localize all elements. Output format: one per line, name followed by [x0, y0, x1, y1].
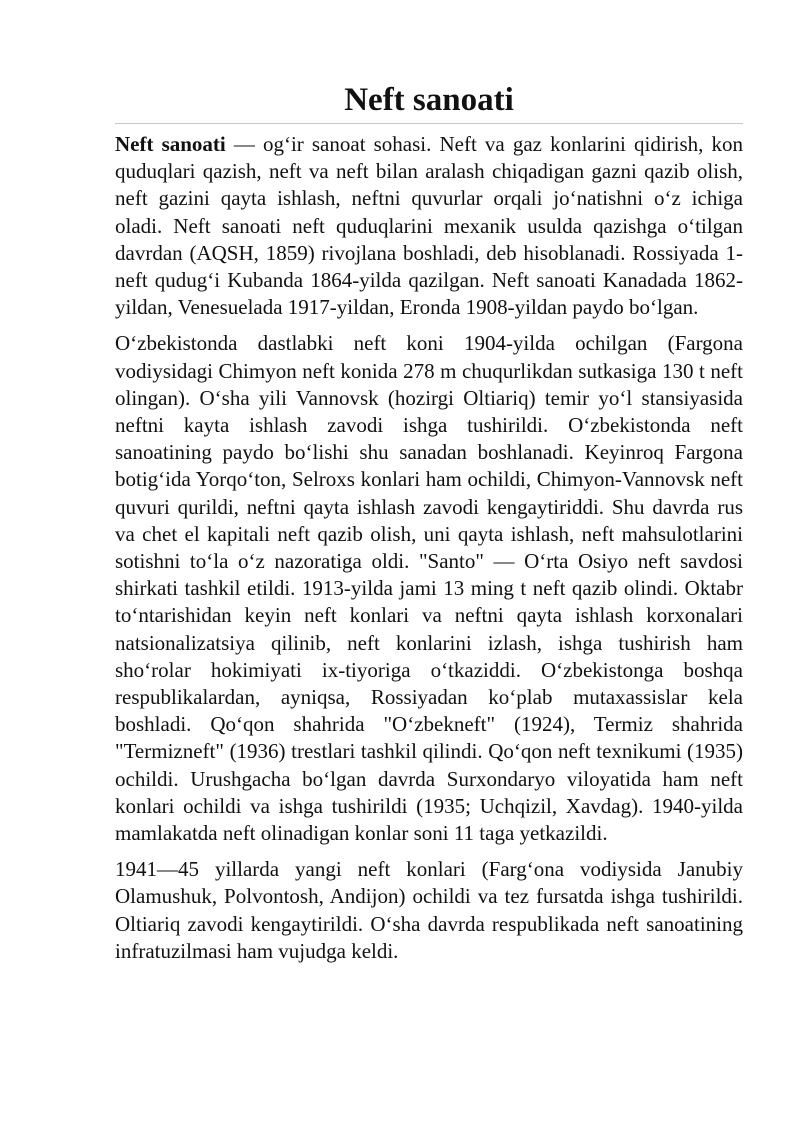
paragraph-intro — [115, 131, 743, 321]
article — [115, 80, 743, 965]
term-bold: Neft sanoati — [115, 132, 226, 156]
paragraph-uzbekistan-history: O‘zbekistonda dastlabki neft koni 1904-yilda ochilgan (Fargona vodiysidagi Chimyon neft konida 278 m chuqurlikdan sutkasiga 130 t neft olingan). O‘sha yili Vannovsk (hozirgi Oltiariq) temir yo‘l stansiyasida neftni kayta ishlash zavodi ishga tushirildi. O‘zbekistonda neft sanoatining paydo bo‘lishi shu sanadan boshlanadi. Keyinroq Fargona botig‘ida Yorqo‘ton, Selroxs konlari ham ochildi, Chimyon-Vannovsk neft quvuri qurildi, neftni qayta ishlash zavodi kengaytiriddi. Shu davrda rus va chet el kapitali neft qazib olish, uni qayta ishlash, neft mahsulotlarini sotishni to‘la o‘z nazoratiga oldi. "Santo" — O‘rta Osiyo neft savdosi shirkati tashkil etildi. 1913-yilda jami 13 ming t neft qazib olindi. Oktabr to‘ntarishidan keyin neft konlari va neftni qayta ishlash korxonalari natsionalizatsiya qilinib, neft konlarini izlash, ishga tushirish ham sho‘rolar hokimiyati ix-tiyoriga o‘tkaziddi. O‘zbekistonga boshqa respublikalardan, ayniqsa, Rossiyadan ko‘plab mutaxassislar kela boshladi. Qo‘qon shahrida "O‘zbekneft" (1924), Termiz shahrida "Termizneft" (1936) trestlari tashkil qilindi. Qo‘qon neft texnikumi (1935) ochildi. Urushgacha bo‘lgan davrda Surxondaryo viloyatida ham neft konlari ochildi va ishga tushirildi (1935; Uchqizil, Xavdag). 1940-yilda mamlakatda neft olinadigan konlar soni 11 taga yetkazildi. — [115, 331, 743, 846]
page-title: Neft sanoati — [115, 80, 743, 124]
paragraph-wartime: 1941—45 yillarda yangi neft konlari (Farg‘ona vodiysida Janubiy Olamushuk, Polvontosh, Andijon) ochildi va tez fursatda ishga tushirildi. Oltiariq zavodi kengaytirildi. O‘sha davrda respublikada neft sanoatining infratuzilmasi ham vujudga keldi. — [115, 857, 743, 963]
paragraph-intro-text: — og‘ir sanoat sohasi. Neft va gaz konlarini qidirish, kon quduqlari qazish, neft va neft bilan aralash chiqadigan gazni qazib olish, neft gazini qayta ishlash, neftni quvurlar orqali jo‘natishni o‘z ichiga oladi. Neft sanoati neft quduqlarini mexanik usulda qazishga o‘tilgan davrdan (AQSH, 1859) rivojlana boshladi, deb hisoblanadi. Rossiyada 1-neft qudug‘i Kubanda 1864-yilda qazilgan. Neft sanoati Kanadada 1862-yildan, Venesuelada 1917-yildan, Eronda 1908-yildan paydo bo‘lgan. — [115, 132, 744, 320]
